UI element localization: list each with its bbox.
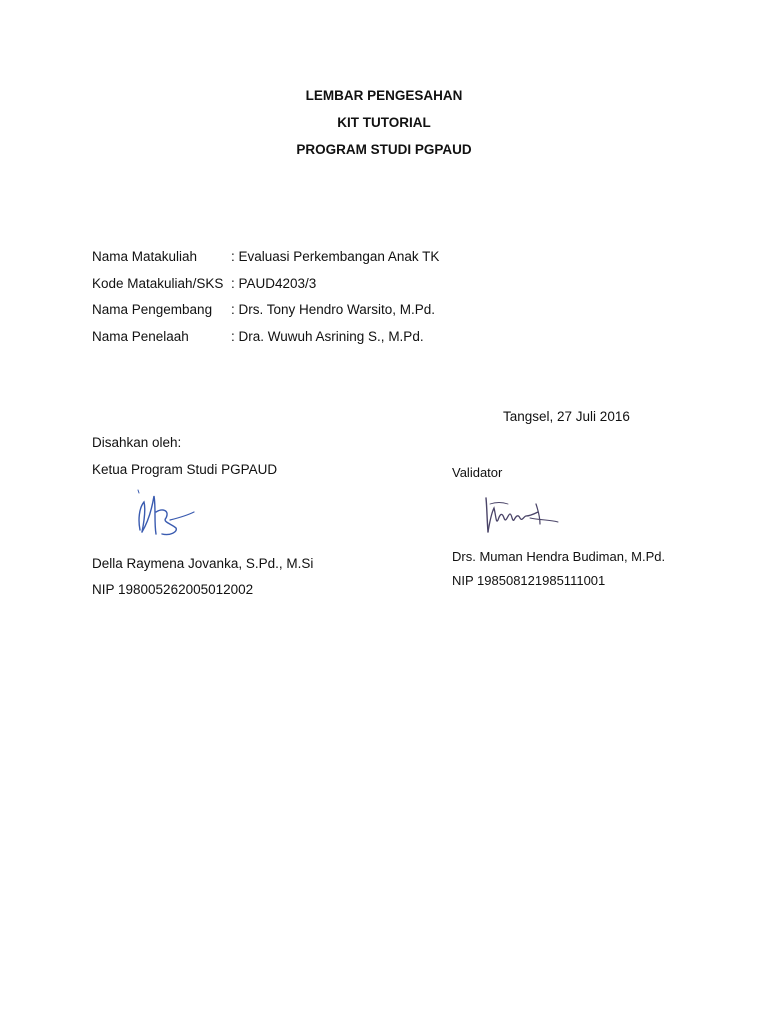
field-label: Nama Penelaah [92, 329, 189, 344]
validator-label: Validator [452, 465, 503, 480]
right-signatory-name: Drs. Muman Hendra Budiman, M.Pd. [452, 549, 666, 564]
field-label: Nama Matakuliah [92, 249, 198, 264]
field-value: : Evaluasi Perkembangan Anak TK [231, 249, 440, 264]
right-signatory-nip: NIP 198508121985111001 [452, 573, 606, 588]
field-reviewer [92, 329, 424, 347]
signature-left [126, 486, 232, 548]
program-title: PROGRAM STUDI PGPAUD [296, 142, 472, 157]
field-course-name [92, 249, 439, 267]
document-title: LEMBAR PENGESAHAN [305, 88, 463, 103]
document-subtitle: KIT TUTORIAL [337, 115, 431, 130]
field-course-code [92, 276, 316, 294]
field-value: : Dra. Wuwuh Asrining S., M.Pd. [231, 329, 424, 344]
field-label: Nama Pengembang [92, 302, 213, 317]
approved-by-label: Disahkan oleh: [92, 435, 182, 450]
signature-right [478, 490, 588, 540]
head-of-program-title: Ketua Program Studi PGPAUD [92, 462, 278, 477]
field-developer [92, 302, 435, 320]
place-date: Tangsel, 27 Juli 2016 [503, 409, 630, 424]
left-signatory-name: Della Raymena Jovanka, S.Pd., M.Si [92, 556, 314, 571]
field-value: : Drs. Tony Hendro Warsito, M.Pd. [231, 302, 436, 317]
field-label: Kode Matakuliah/SKS [92, 276, 224, 291]
left-signatory-nip: NIP 198005262005012002 [92, 582, 254, 597]
field-value: : PAUD4203/3 [231, 276, 317, 291]
